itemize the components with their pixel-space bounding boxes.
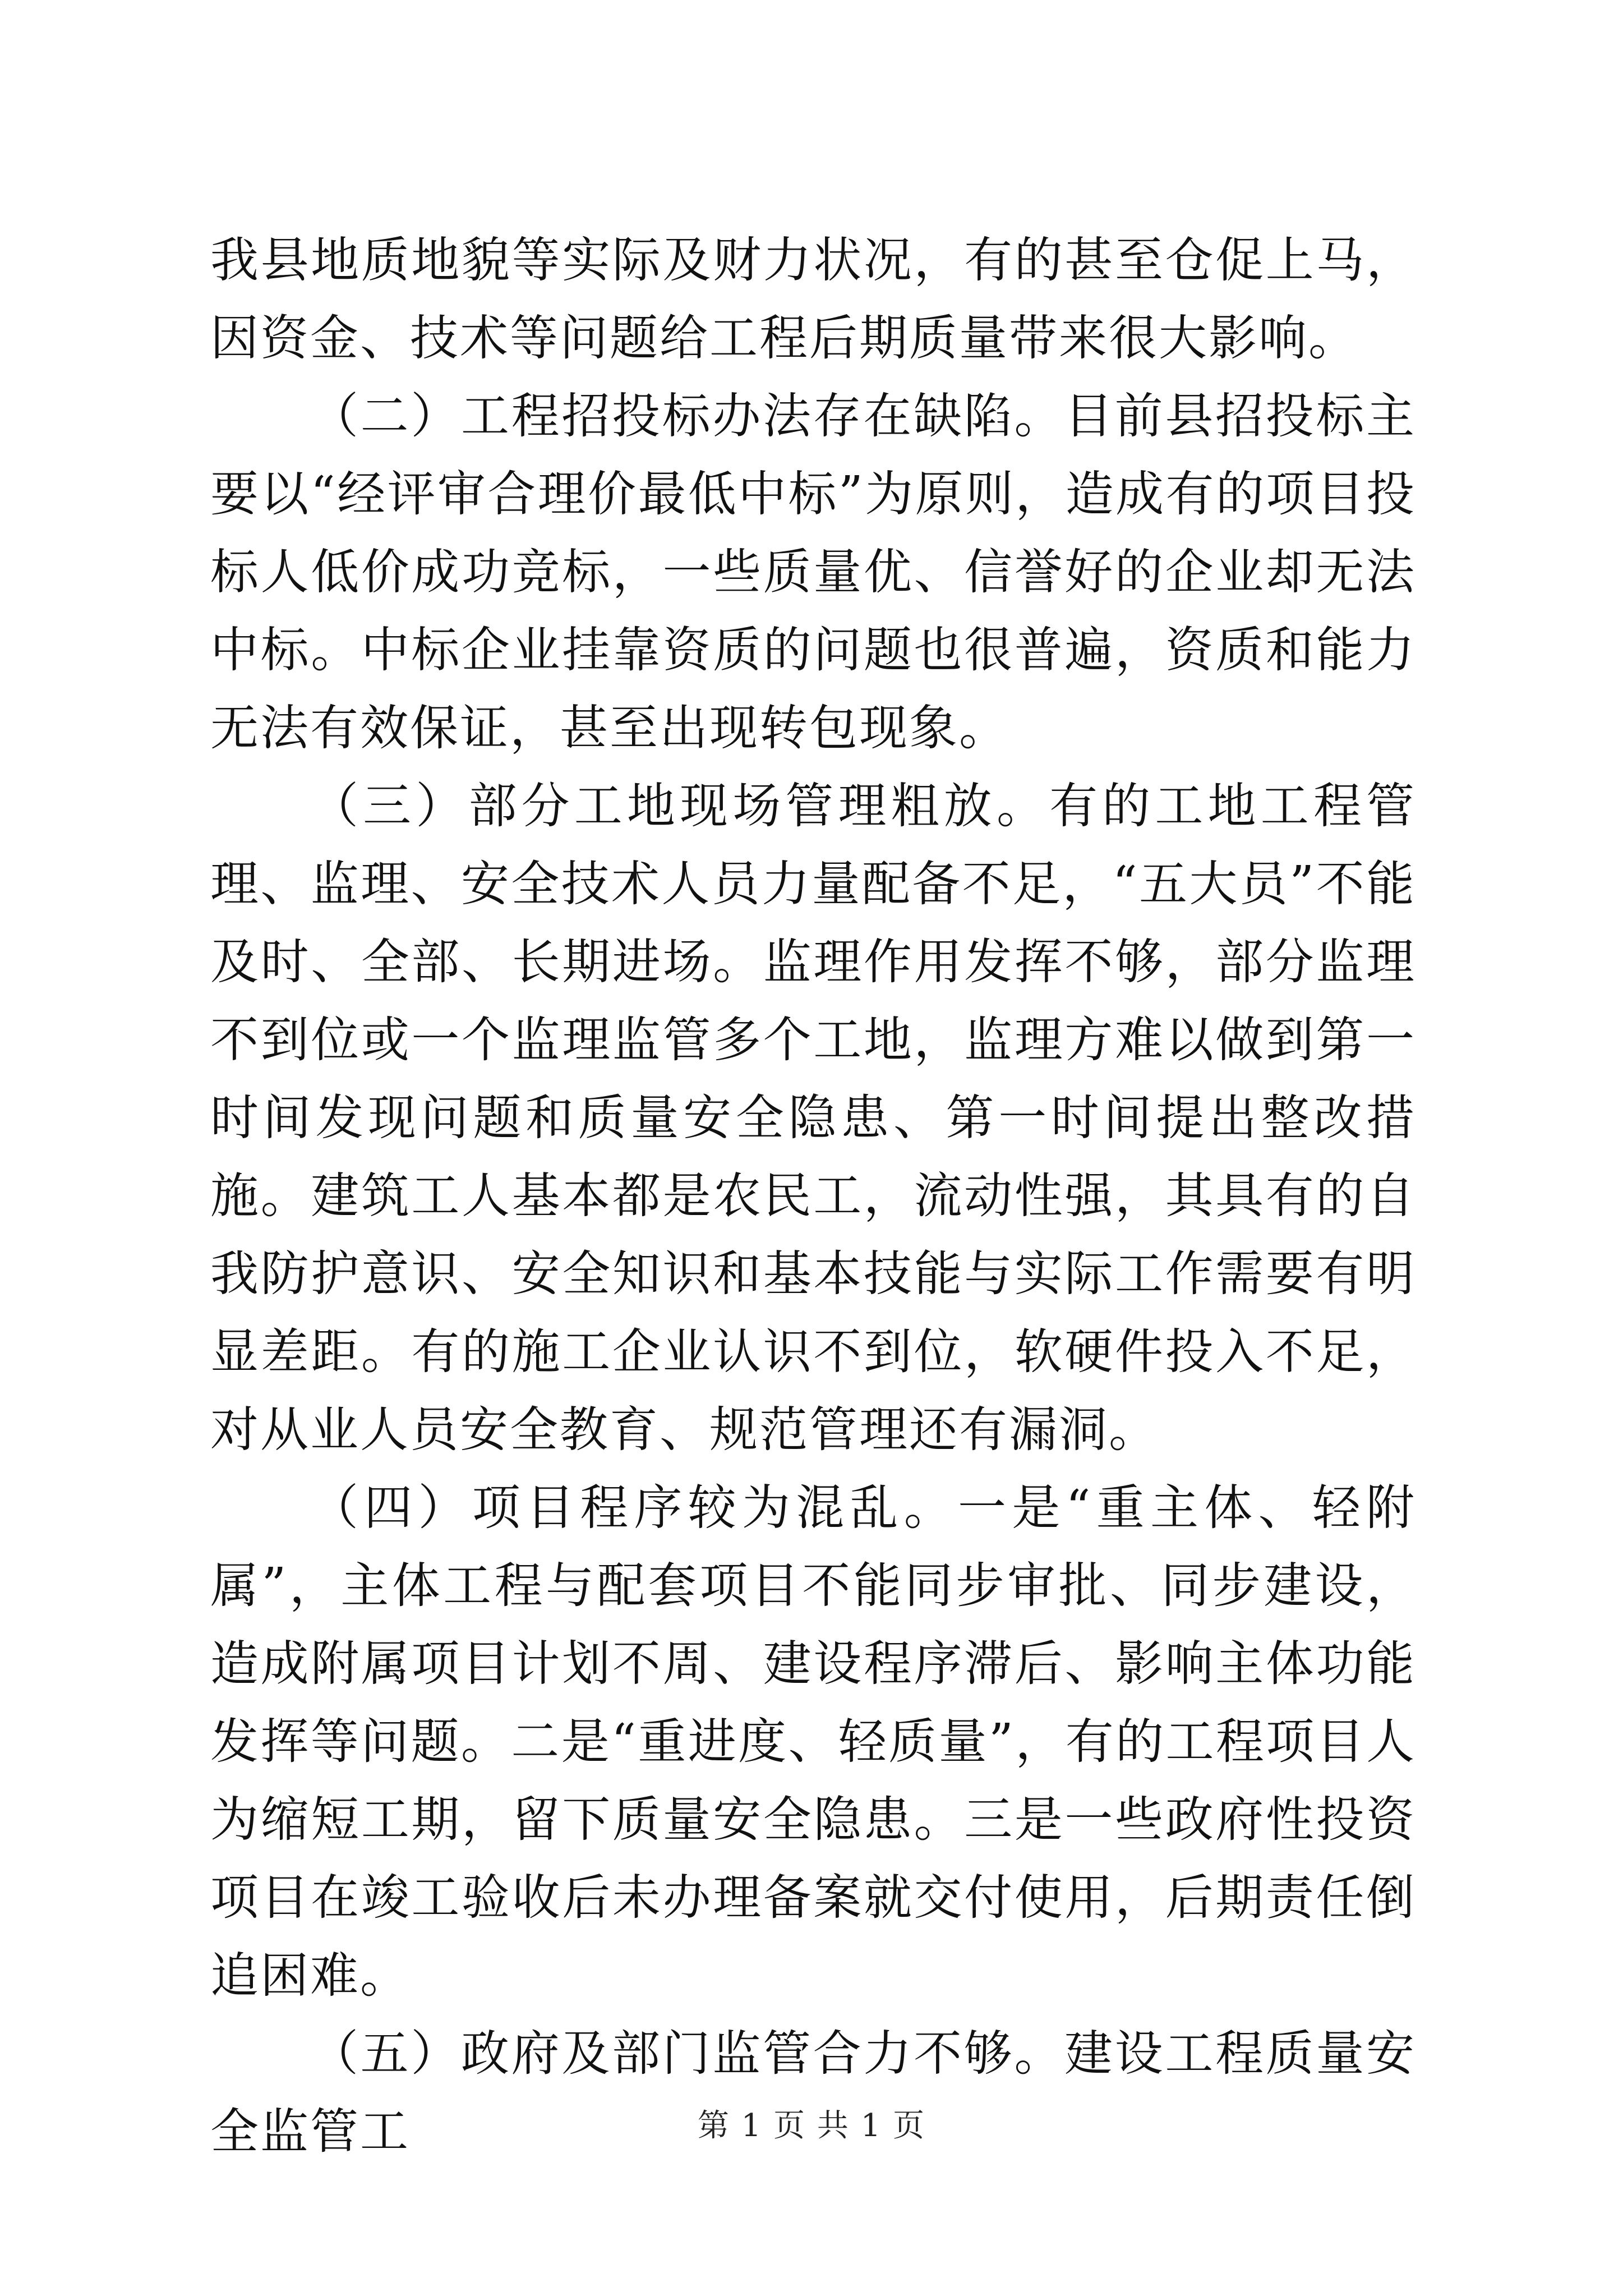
paragraph-continuation: 我县地质地貌等实际及财力状况，有的甚至仓促上马，因资金、技术等问题给工程后期质量带来很大影响。 xyxy=(210,232,1416,366)
page-footer: 第 1 页 共 1 页 xyxy=(697,2108,926,2144)
paragraph-section-2: （二）工程招投标办法存在缺陷。目前县招投标主要以“经评审合理价最低中标”为原则，造成有的项目投标人低价成功竞标，一些质量优、信誉好的企业却无法中标。中标企业挂靠资质的问题也很普遍，资质和能力无法有效保证，甚至出现转包现象。 xyxy=(210,388,1416,756)
paragraph-section-4: （四）项目程序较为混乱。一是“重主体、轻附属”，主体工程与配套项目不能同步审批、同步建设，造成附属项目计划不周、建设程序滞后、影响主体功能发挥等问题。二是“重进度、轻质量”，有的工程项目人为缩短工期，留下质量安全隐患。三是一些政府性投资项目在竣工验收后未办理备案就交付使用，后期责任倒追困难。 xyxy=(210,1480,1416,2004)
paragraph-section-3: （三）部分工地现场管理粗放。有的工地工程管理、监理、安全技术人员力量配备不足，“五大员”不能及时、全部、长期进场。监理作用发挥不够，部分监理不到位或一个监理监管多个工地，监理方难以做到第一时间发现问题和质量安全隐患、第一时间提出整改措施。建筑工人基本都是农民工，流动性强，其具有的自我防护意识、安全知识和基本技能与实际工作需要有明显差距。有的施工企业认识不到位，软硬件投入不足，对从业人员安全教育、规范管理还有漏洞。 xyxy=(210,778,1416,1458)
document-body xyxy=(210,222,1416,2171)
paragraph-section-5: （五）政府及部门监管合力不够。建设工程质量安全监管工 xyxy=(210,2026,1416,2160)
